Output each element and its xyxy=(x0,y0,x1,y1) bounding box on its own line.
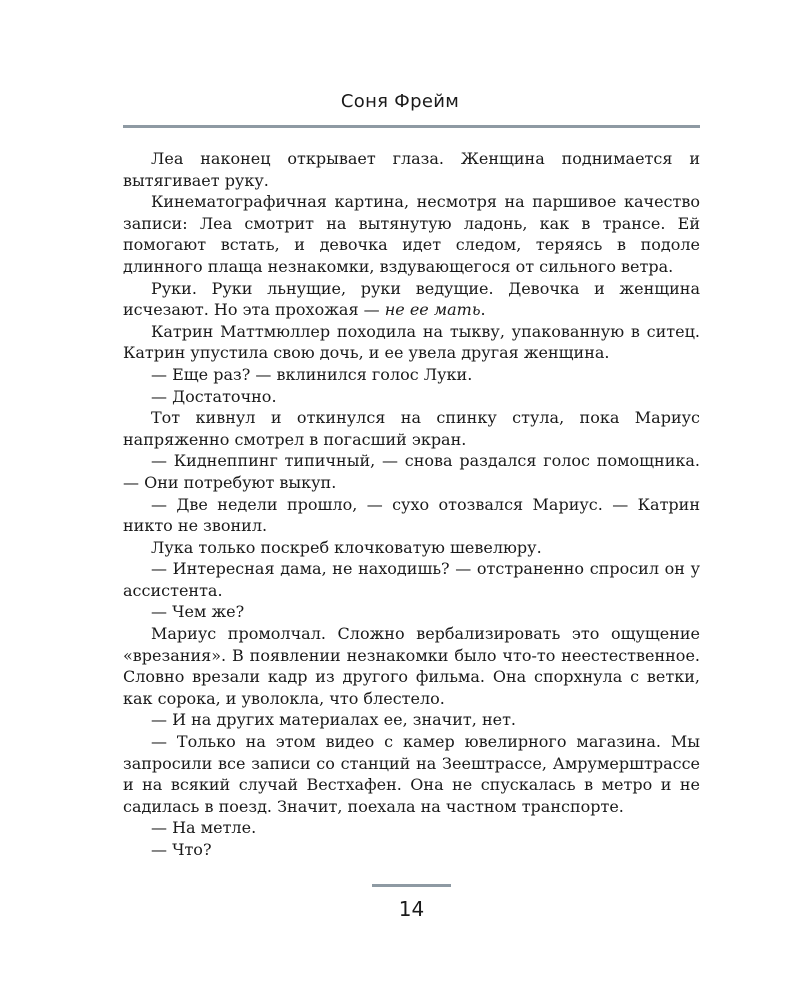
paragraph: Мариус промолчал. Сложно вербализировать это ощущение «врезания». В появлении незнакомки было что-то неестественное. Словно врезали кадр из другого фильма. Она спорхнула с ветки, как сорока, и уволокла, что блестело. xyxy=(123,624,700,708)
header-divider xyxy=(123,125,700,128)
dialogue-line: — Только на этом видео с камер ювелирного магазина. Мы запросили все записи со станций на Зеештрассе, Амрумерштрассе и на всякий случай Вестхафен. Она не спускалась в метро и не садилась в поезд. Значит, поехала на частном транспорте. xyxy=(123,732,700,816)
dialogue-line: — Что? xyxy=(151,840,212,859)
dialogue-line: — Чем же? xyxy=(151,602,245,622)
dialogue-line: — Интересная дама, не находишь? — отстраненно спросил он у ассистента. xyxy=(123,559,700,600)
running-header: Соня Фрейм xyxy=(340,91,460,112)
dialogue-line: — Достаточно. xyxy=(151,386,277,406)
paragraph: Катрин Маттмюллер походила на тыкву, упакованную в ситец. Катрин упустила свою дочь, и ее увела другая женщина. xyxy=(123,321,700,363)
page-number: 14 xyxy=(398,897,425,921)
page-body xyxy=(123,148,700,861)
dialogue-line: — И на других материалах ее, значит, нет. xyxy=(151,710,517,730)
paragraph-text: Руки. Руки льнущие, руки ведущие. Девочка и женщина исчезают. Но эта прохожая — xyxy=(123,278,700,320)
dialogue-line: — На метле. xyxy=(151,818,257,838)
paragraph: Лука только поскреб клочковатую шевелюру. xyxy=(151,537,542,557)
italic-emphasis: не ее мать xyxy=(384,300,481,320)
paragraph: Кинематографичная картина, несмотря на паршивое качество записи: Леа смотрит на вытянутую ладонь, как в трансе. Ей помогают встать, и девочка идет следом, теряясь в подоле длинного плаща незнакомки, вздувающегося от сильного ветра. xyxy=(123,192,700,276)
dialogue-line: — Две недели прошло, — сухо отозвался Мариус. — Катрин никто не звонил. xyxy=(123,494,700,536)
paragraph: Тот кивнул и откинулся на спинку стула, пока Мариус напряженно смотрел в погасший экран. xyxy=(123,408,700,449)
dialogue-line: — Еще раз? — вклинился голос Луки. xyxy=(151,364,473,384)
paragraph xyxy=(123,278,700,321)
footer-divider xyxy=(372,884,451,887)
paragraph: Леа наконец открывает глаза. Женщина поднимается и вытягивает руку. xyxy=(123,149,700,190)
paragraph-text: . xyxy=(480,300,486,320)
dialogue-line: — Киднеппинг типичный, — снова раздался голос помощника. — Они потребуют выкуп. xyxy=(123,451,700,492)
